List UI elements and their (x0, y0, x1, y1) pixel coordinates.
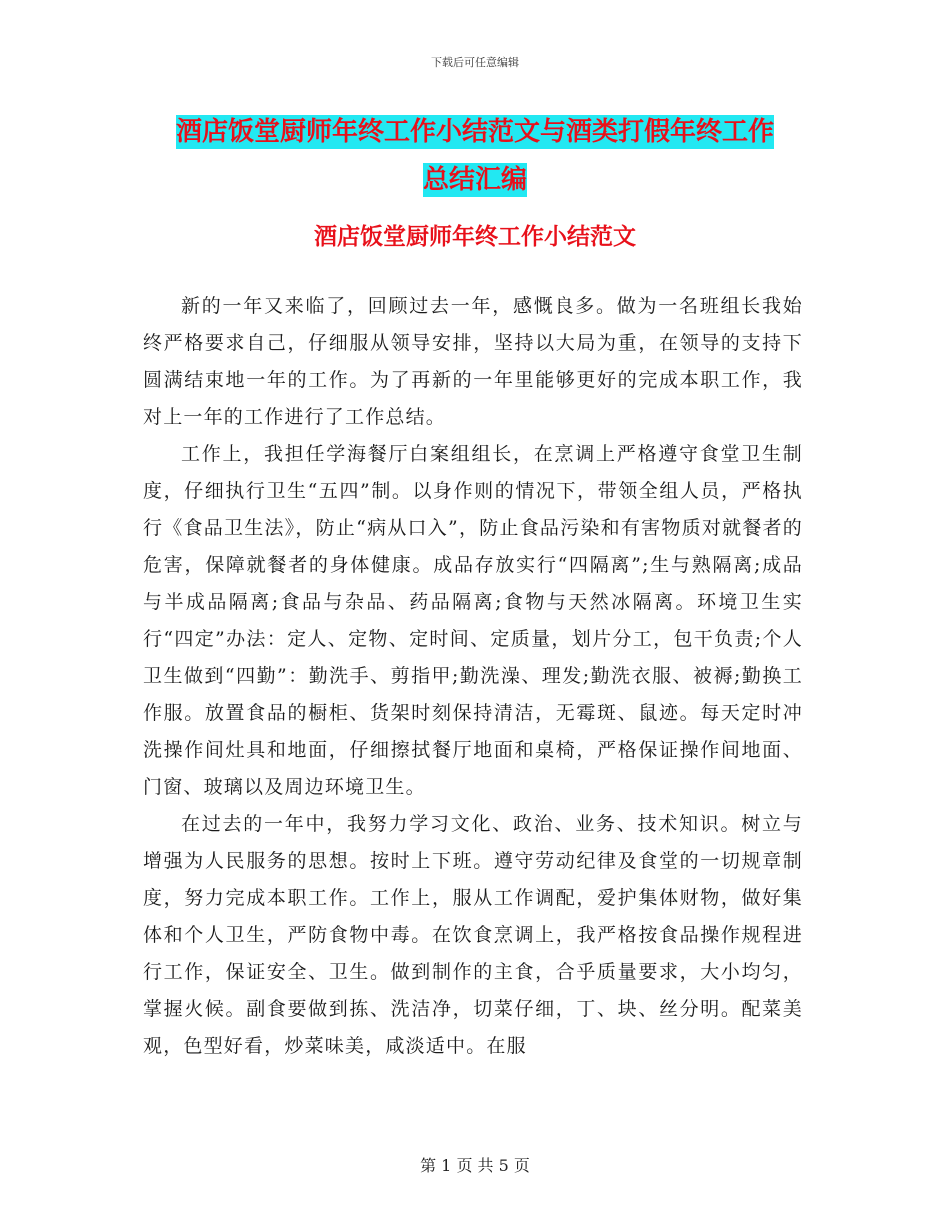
header-note: 下载后可任意编辑 (431, 56, 519, 69)
paragraph-2: 工作上，我担任学海餐厅白案组组长，在烹调上严格遵守食堂卫生制度，仔细执行卫生“五四”制。以身作则的情况下，带领全组人员，严格执行《食品卫生法》，防止“病从口入”，防止食品污染和有害物质对就餐者的危害，保障就餐者的身体健康。成品存放实行“四隔离”;生与熟隔离;成品与半成品隔离;食品与杂品、药品隔离;食物与天然冰隔离。环境卫生实行“四定”办法：定人、定物、定时间、定质量，划片分工，包干负责;个人卫生做到“四勤”：勤洗手、剪指甲;勤洗澡、理发;勤洗衣服、被褥;勤换工作服。放置食品的橱柜、货架时刻保持清洁，无霉斑、鼠迹。每天定时冲洗操作间灶具和地面，仔细擦拭餐厅地面和桌椅，严格保证操作间地面、门窗、玻璃以及周边环境卫生。 (143, 443, 803, 798)
page-footer: 第 1 页 共 5 页 (420, 1156, 530, 1175)
title-line-2: 总结汇编 (422, 165, 527, 195)
section-title: 酒店饭堂厨师年终工作小结范文 (314, 223, 636, 250)
document-body (143, 288, 803, 1065)
paragraph-1: 新的一年又来临了，回顾过去一年，感慨良多。做为一名班组长我始终严格要求自己，仔细服从领导安排，坚持以大局为重，在领导的支持下圆满结束地一年的工作。为了再新的一年里能够更好的完成本职工作，我对上一年的工作进行了工作总结。 (143, 295, 803, 428)
title-line-1: 酒店饭堂厨师年终工作小结范文与酒类打假年终工作 (175, 117, 774, 147)
document-title (0, 108, 950, 204)
paragraph-3: 在过去的一年中，我努力学习文化、政治、业务、技术知识。树立与增强为人民服务的思想。按时上下班。遵守劳动纪律及食堂的一切规章制度，努力完成本职工作。工作上，服从工作调配，爱护集体财物，做好集体和个人卫生，严防食物中毒。在饮食烹调上，我严格按食品操作规程进行工作，保证安全、卫生。做到制作的主食，合乎质量要求，大小均匀，掌握火候。副食要做到拣、洗洁净，切菜仔细，丁、块、丝分明。配菜美观，色型好看，炒菜味美，咸淡适中。在服 (143, 813, 803, 1057)
